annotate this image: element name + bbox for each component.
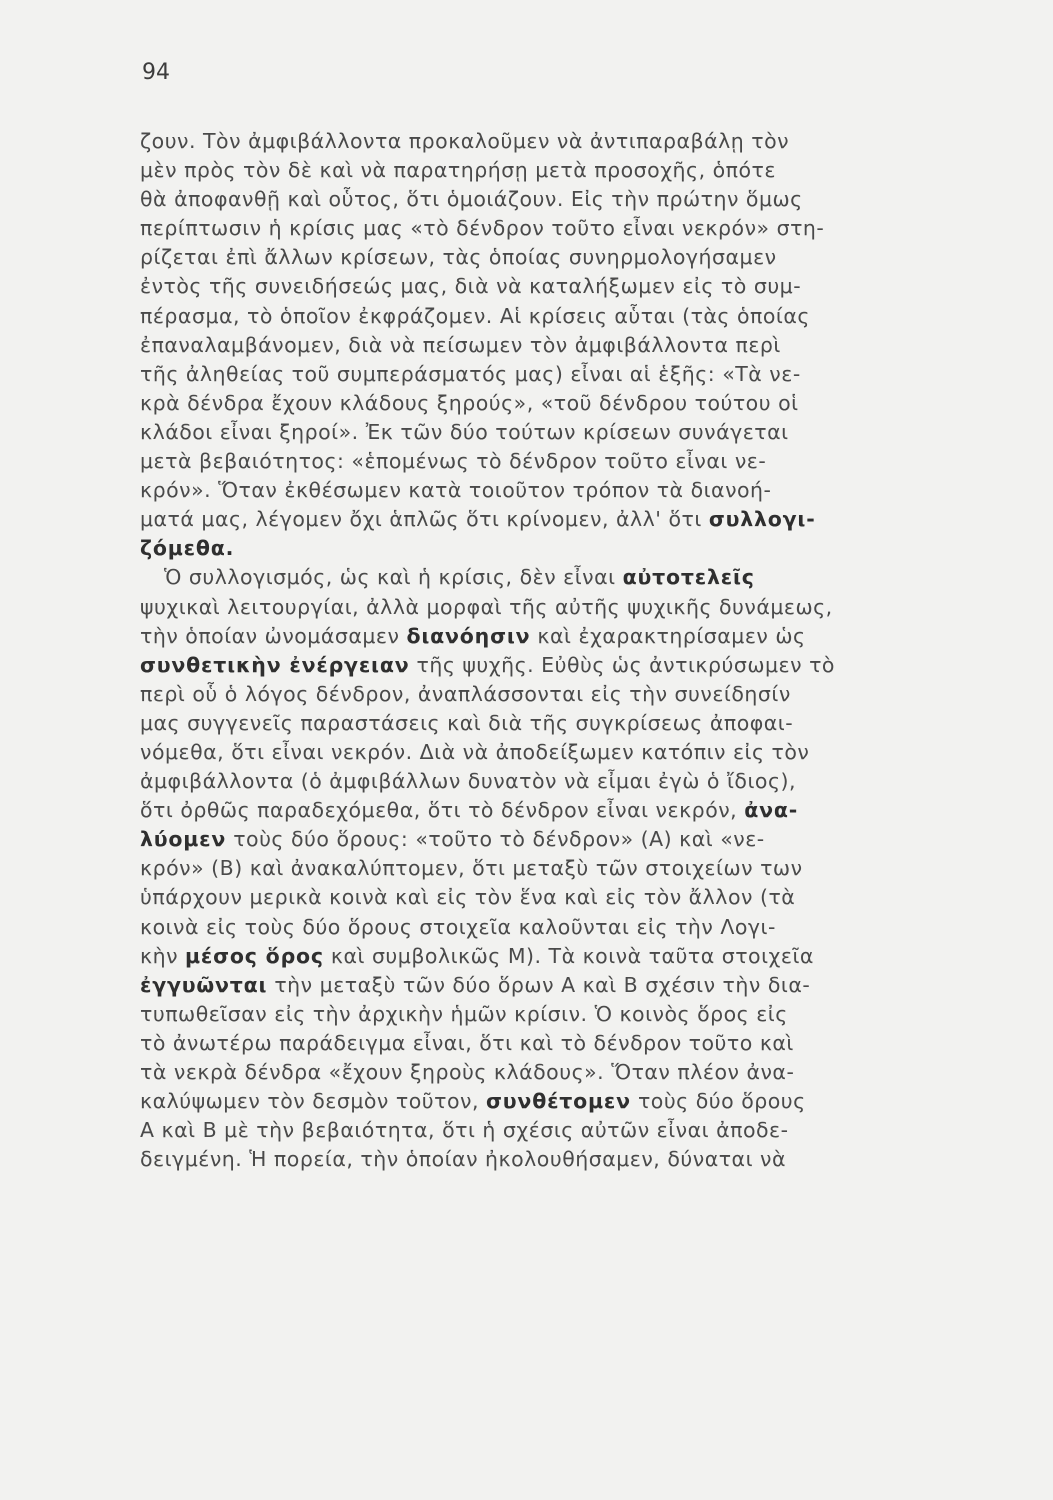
bold-term: συνθέτομεν: [486, 1089, 631, 1114]
text-line: [140, 563, 985, 592]
body-text: [140, 127, 985, 1174]
bold-term: ἀνα-: [744, 798, 799, 823]
bold-term: ζόμεθα.: [140, 536, 235, 561]
text-line: [140, 622, 985, 651]
text-line: [140, 185, 985, 214]
text-line: [140, 796, 985, 825]
text-line: [140, 1000, 985, 1029]
text-span: μας συγγενεῖς παραστάσεις καὶ διὰ τῆς συγκρίσεως ἀποφαι-: [140, 710, 794, 735]
text-span: τυπωθεῖσαν εἰς τὴν ἀρχικὴν ἡμῶν κρίσιν. Ὁ κοινὸς ὅρος εἰς: [140, 1001, 788, 1026]
text-span: τοὺς δύο ὅρους: [630, 1089, 806, 1114]
bold-term: μέσος ὅρος: [185, 943, 324, 968]
text-span: Α καὶ Β μὲ τὴν βεβαιότητα, ὅτι ἡ σχέσις αὐτῶν εἶναι ἀποδε-: [140, 1118, 789, 1143]
text-line: [140, 942, 985, 971]
bold-term: αὐτοτελεῖς: [622, 565, 755, 590]
text-line: [140, 767, 985, 796]
text-span: τὸ ἀνωτέρω παράδειγμα εἶναι, ὅτι καὶ τὸ δένδρον τοῦτο καὶ: [140, 1030, 794, 1055]
text-line: [140, 360, 985, 389]
text-span: θὰ ἀποφανθῇ καὶ οὗτος, ὅτι ὁμοιάζουν. Εἰς τὴν πρώτην ὅμως: [140, 187, 803, 212]
bold-term: συλλογι-: [708, 507, 816, 532]
text-span: τῆς ἀληθείας τοῦ συμπεράσματός μας) εἶναι αἱ ἑξῆς: «Τὰ νε-: [140, 361, 801, 386]
text-span: νόμεθα, ὅτι εἶναι νεκρόν. Διὰ νὰ ἀποδείξωμεν κατόπιν εἰς τὸν: [140, 739, 810, 764]
text-span: τὴν μεταξὺ τῶν δύο ὅρων Α καὶ Β σχέσιν τὴν δια-: [267, 972, 811, 997]
text-span: ζουν. Τὸν ἀμφιβάλλοντα προκαλοῦμεν νὰ ἀντιπαραβάλῃ τὸν: [140, 129, 790, 153]
text-span: καλύψωμεν τὸν δεσμὸν τοῦτον,: [140, 1089, 487, 1114]
text-line: [140, 272, 985, 301]
text-line: [140, 1087, 985, 1116]
text-line: [140, 1058, 985, 1087]
text-span: ἐπαναλαμβάνομεν, διὰ νὰ πείσωμεν τὸν ἀμφιβάλλοντα περὶ: [140, 332, 781, 357]
text-line: [140, 476, 985, 505]
text-span: καὶ συμβολικῶς Μ). Τὰ κοινὰ ταῦτα στοιχεῖα: [323, 943, 814, 968]
text-line: [140, 331, 985, 360]
text-span: κρόν». Ὅταν ἐκθέσωμεν κατὰ τοιοῦτον τρόπον τὰ διανοή-: [140, 478, 772, 503]
text-line: [140, 302, 985, 331]
text-span: τὴν ὁποίαν ὠνομάσαμεν: [140, 623, 407, 648]
text-span: κὴν: [140, 943, 186, 968]
text-line: [140, 534, 985, 563]
text-line: [140, 214, 985, 243]
text-line: [140, 913, 985, 942]
bold-term: ἐγγυῶνται: [140, 972, 268, 997]
text-span: ἐντὸς τῆς συνειδήσεώς μας, διὰ νὰ καταλήξωμεν εἰς τὸ συμ-: [140, 274, 802, 299]
text-span: περίπτωσιν ἡ κρίσις μας «τὸ δένδρον τοῦτο εἶναι νεκρόν» στη-: [140, 216, 825, 241]
text-span: τὰ νεκρὰ δένδρα «ἔχουν ξηροὺς κλάδους». Ὅταν πλέον ἀνα-: [140, 1060, 795, 1084]
text-span: ἀμφιβάλλοντα (ὁ ἀμφιβάλλων δυνατὸν νὰ εἶμαι ἐγὼ ὁ ἴδιος),: [140, 769, 796, 794]
text-span: ματά μας, λέγομεν ὄχι ἁπλῶς ὅτι κρίνομεν, ἀλλ' ὅτι: [140, 507, 709, 532]
text-line: [140, 651, 985, 680]
text-span: κρὰ δένδρα ἔχουν κλάδους ξηρούς», «τοῦ δένδρου τούτου οἱ: [140, 390, 799, 415]
text-line: [140, 738, 985, 767]
text-line: [140, 1116, 985, 1145]
text-span: κρόν» (Β) καὶ ἀνακαλύπτομεν, ὅτι μεταξὺ τῶν στοιχείων των: [140, 856, 803, 881]
text-span: κλάδοι εἶναι ξηροί». Ἐκ τῶν δύο τούτων κρίσεων συνάγεται: [140, 419, 789, 444]
text-span: καὶ ἐχαρακτηρίσαμεν ὡς: [530, 623, 806, 648]
text-line: [140, 680, 985, 709]
text-span: πέρασμα, τὸ ὁποῖον ἐκφράζομεν. Αἱ κρίσεις αὗται (τὰς ὁποίας: [140, 303, 810, 328]
bold-term: λύομεν: [140, 827, 227, 852]
text-line: [140, 883, 985, 912]
text-span: δειγμένη. Ἡ πορεία, τὴν ὁποίαν ἠκολουθήσαμεν, δύναται νὰ: [140, 1147, 786, 1172]
bold-term: συνθετικὴν ἐνέργειαν: [140, 652, 410, 677]
text-line: [140, 389, 985, 418]
text-line: [140, 127, 985, 156]
text-span: τῆς ψυχῆς. Εὐθὺς ὡς ἀντικρύσωμεν τὸ: [409, 652, 835, 677]
text-line: [140, 156, 985, 185]
text-span: μὲν πρὸς τὸν δὲ καὶ νὰ παρατηρήσῃ μετὰ προσοχῆς, ὁπότε: [140, 158, 776, 183]
text-line: [140, 854, 985, 883]
text-line: [140, 447, 985, 476]
text-line: [140, 593, 985, 622]
text-span: ψυχικαὶ λειτουργίαι, ἀλλὰ μορφαὶ τῆς αὐτῆς ψυχικῆς δυνάμεως,: [140, 594, 833, 619]
text-line: [140, 505, 985, 534]
text-line: [140, 971, 985, 1000]
text-span: ὅτι ὀρθῶς παραδεχόμεθα, ὅτι τὸ δένδρον εἶναι νεκρόν,: [140, 798, 745, 823]
text-span: ρίζεται ἐπὶ ἄλλων κρίσεων, τὰς ὁποίας συνηρμολογήσαμεν: [140, 245, 777, 270]
text-span: ὑπάρχουν μερικὰ κοινὰ καὶ εἰς τὸν ἕνα καὶ εἰς τὸν ἄλλον (τὰ: [140, 885, 796, 910]
text-span: κοινὰ εἰς τοὺς δύο ὅρους στοιχεῖα καλοῦνται εἰς τὴν Λογι-: [140, 914, 776, 939]
page-number: 94: [142, 60, 170, 85]
text-line: [140, 1029, 985, 1058]
text-span: Ὁ συλλογισμός, ὡς καὶ ἡ κρίσις, δὲν εἶναι: [164, 565, 623, 590]
text-line: [140, 825, 985, 854]
text-line: [140, 418, 985, 447]
text-line: [140, 709, 985, 738]
text-span: περὶ οὗ ὁ λόγος δένδρον, ἀναπλάσσονται εἰς τὴν συνείδησίν: [140, 681, 791, 706]
bold-term: διανόησιν: [406, 623, 531, 648]
text-span: τοὺς δύο ὅρους: «τοῦτο τὸ δένδρον» (Α) καὶ «νε-: [226, 827, 765, 852]
text-line: [140, 243, 985, 272]
text-span: μετὰ βεβαιότητος: «ἑπομένως τὸ δένδρον τοῦτο εἶναι νε-: [140, 449, 767, 474]
text-line: [140, 1145, 985, 1174]
